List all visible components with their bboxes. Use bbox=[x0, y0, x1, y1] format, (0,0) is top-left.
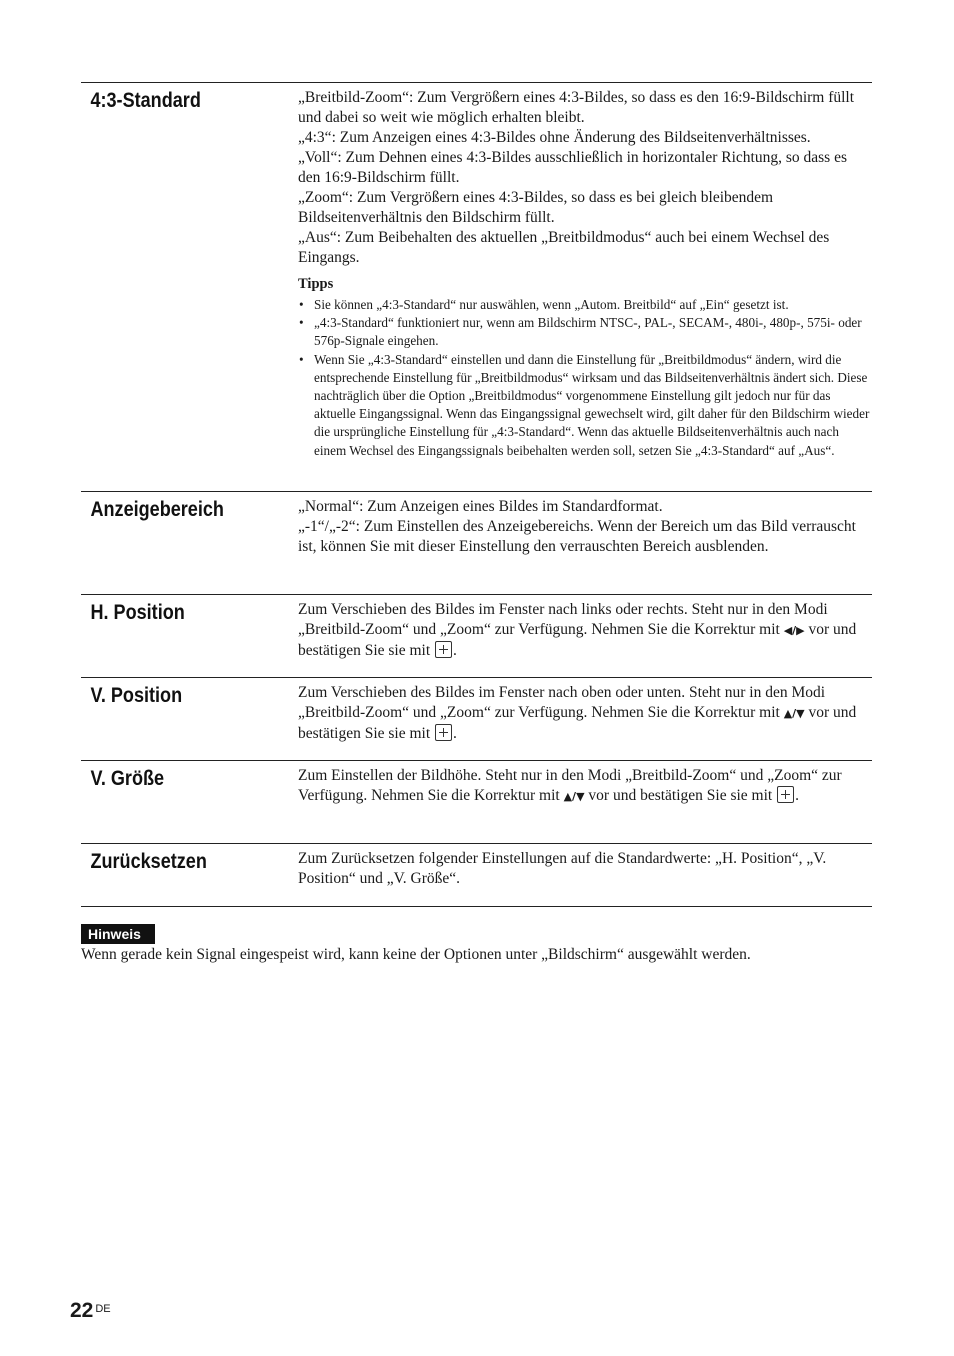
paragraph: „Normal“: Zum Anzeigen eines Bildes im Standardformat. bbox=[298, 498, 663, 515]
settings-table bbox=[81, 82, 872, 907]
page-language: DE bbox=[95, 1303, 111, 1315]
up-down-arrows-icon: ▲/▼ bbox=[563, 790, 585, 803]
desc-h-position bbox=[298, 595, 872, 677]
term-h-position: H. Position bbox=[90, 601, 185, 624]
setting-row-anzeigebereich bbox=[81, 492, 872, 595]
tip-item: • „4:3-Standard“ funktioniert nur, wenn am Bildschirm NTSC-, PAL-, SECAM-, 480i-, 480p-, 575i- oder 576p-Signale eingehen. bbox=[298, 314, 872, 350]
text-mid: vor und bestätigen Sie sie mit bbox=[298, 704, 857, 742]
desc-anzeigebereich bbox=[298, 492, 872, 594]
page-number bbox=[70, 1296, 111, 1324]
setting-row-h-position bbox=[81, 595, 872, 678]
paragraph: „-1“/„-2“: Zum Einstellen des Anzeigebereichs. Wenn der Bereich um das Bild verrauscht ist, können Sie mit dieser Einstellung den verrauschten Bereich ausblenden. bbox=[298, 518, 856, 555]
paragraph: „Zoom“: Zum Vergrößern eines 4:3-Bildes, so dass es bei gleich bleibendem Bildseitenverhältnis den Bildschirm füllt. bbox=[298, 189, 774, 226]
text-before: Zum Einstellen der Bildhöhe. Steht nur in den Modi „Breitbild-Zoom“ und „Zoom“ zur Verfügung. Nehmen Sie die Korrektur mit bbox=[298, 767, 842, 804]
setting-row-43-standard bbox=[81, 83, 872, 492]
tips-list bbox=[298, 296, 872, 460]
term-v-position: V. Position bbox=[90, 684, 183, 707]
text-mid: vor und bestätigen Sie sie mit bbox=[298, 621, 857, 659]
paragraph: „4:3“: Zum Anzeigen eines 4:3-Bildes ohne Änderung des Bildseitenverhältnisses. bbox=[298, 129, 811, 146]
paragraph bbox=[298, 766, 872, 807]
text-end: . bbox=[795, 787, 799, 804]
setting-row-v-groesse bbox=[81, 761, 872, 844]
tip-item: • Wenn Sie „4:3-Standard“ einstellen und dann die Einstellung für „Breitbildmodus“ ändern, wird die entsprechende Einstellung für „Breitbildmodus“ wirksam und das Bildseitenverhältnis ändert sich. Diese nachträglich über die Option „Breitbildmodus“ vorgenommene Einstellung gilt jedoch nur für das aktuelle Eingangssignal. Wenn das Eingangssignal gewechselt wird, gilt daher für den Bildschirm wieder die ursprüngliche Einstellung für „4:3-Standard“. Wenn das aktuelle Bildseitenverhältnis auch nach einem Wechsel des Eingangssignals beibehalten werden soll, setzen Sie „4:3-Standard“ auf „Aus“. bbox=[298, 351, 872, 460]
term-anzeigebereich: Anzeigebereich bbox=[90, 498, 224, 521]
desc-v-position bbox=[298, 678, 872, 760]
paragraph bbox=[298, 683, 872, 744]
term-zuruecksetzen: Zurücksetzen bbox=[90, 850, 207, 873]
setting-row-zuruecksetzen bbox=[81, 844, 872, 907]
left-right-arrows-icon: ◀/▶ bbox=[783, 624, 805, 637]
desc-zuruecksetzen bbox=[298, 844, 872, 906]
up-down-arrows-icon: ▲/▼ bbox=[783, 707, 805, 720]
enter-button-icon bbox=[435, 641, 452, 658]
text-end: . bbox=[453, 725, 457, 742]
tip-item: • Sie können „4:3-Standard“ nur auswählen, wenn „Autom. Breitbild“ auf „Ein“ gesetzt ist. bbox=[298, 296, 872, 314]
text-before: Zum Verschieben des Bildes im Fenster nach links oder rechts. Steht nur in den Modi „Breitbild-Zoom“ und „Zoom“ zur Verfügung. Nehmen Sie die Korrektur mit bbox=[298, 601, 828, 638]
text-mid: vor und bestätigen Sie sie mit bbox=[588, 787, 773, 804]
paragraph: Zum Zurücksetzen folgender Einstellungen auf die Standardwerte: „H. Position“, „V. Position“ und „V. Größe“. bbox=[298, 850, 827, 887]
enter-button-icon bbox=[435, 724, 452, 741]
text-before: Zum Verschieben des Bildes im Fenster nach oben oder unten. Steht nur in den Modi „Breitbild-Zoom“ und „Zoom“ zur Verfügung. Nehmen Sie die Korrektur mit bbox=[298, 684, 826, 721]
tips-heading: Tipps bbox=[298, 276, 334, 292]
paragraph: „Aus“: Zum Beibehalten des aktuellen „Breitbildmodus“ auch bei einem Wechsel des Eingangs. bbox=[298, 229, 830, 266]
paragraph bbox=[298, 600, 872, 661]
note-text: Wenn gerade kein Signal eingespeist wird, kann keine der Optionen unter „Bildschirm“ ausgewählt werden. bbox=[81, 946, 751, 963]
desc-v-groesse bbox=[298, 761, 872, 843]
page-number-value: 22 bbox=[70, 1299, 94, 1322]
term-v-groesse: V. Größe bbox=[90, 767, 165, 790]
term-43-standard: 4:3-Standard bbox=[90, 89, 201, 112]
paragraph: „Voll“: Zum Dehnen eines 4:3-Bildes ausschließlich in horizontaler Richtung, so dass es den 16:9-Bildschirm füllt. bbox=[298, 149, 847, 186]
text-end: . bbox=[453, 642, 457, 659]
desc-43-standard bbox=[298, 83, 872, 491]
setting-row-v-position bbox=[81, 678, 872, 761]
paragraph: „Breitbild-Zoom“: Zum Vergrößern eines 4:3-Bildes, so dass es den 16:9-Bildschirm füllt und dabei so weit wie möglich erhalten bleibt. bbox=[298, 89, 855, 126]
note-label: Hinweis bbox=[81, 924, 155, 944]
enter-button-icon bbox=[777, 786, 794, 803]
